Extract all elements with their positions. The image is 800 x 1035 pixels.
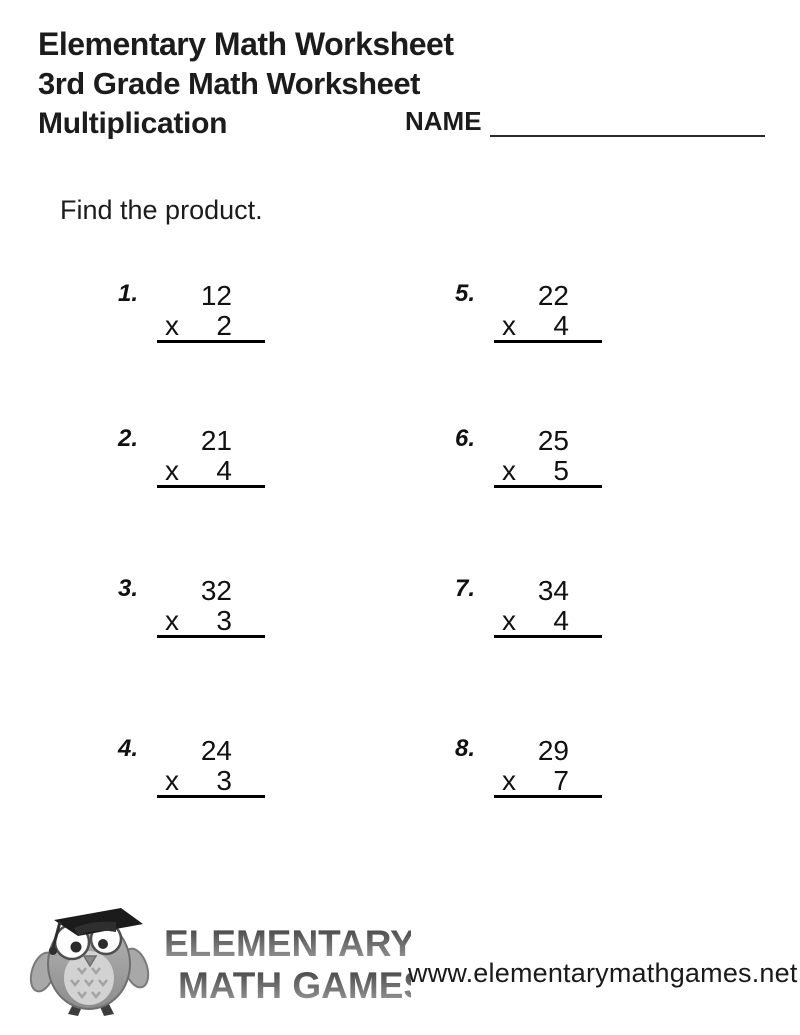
problem-number: 6.: [455, 425, 476, 452]
multiplier: 4: [553, 310, 569, 341]
multiplier: 7: [553, 765, 569, 796]
multiplier: 3: [216, 765, 232, 796]
multiply-operator: x: [502, 310, 516, 341]
multiplier-row: [157, 310, 265, 343]
problem-work-area: [157, 424, 265, 488]
multiplier-row: [494, 455, 602, 488]
problem-number: 1.: [118, 280, 139, 307]
name-field: [405, 106, 765, 137]
multiply-operator: x: [502, 605, 516, 636]
multiplier: 5: [553, 455, 569, 486]
problem-work-area: [494, 574, 602, 638]
multiplicand: 21: [200, 425, 232, 456]
problem-work-area: [494, 279, 602, 343]
problem-number: 5.: [455, 280, 476, 307]
multiplicand: 24: [200, 735, 232, 766]
logo-text-line2: MATH GAMES: [178, 965, 411, 1006]
problem-4: [118, 734, 265, 798]
problem-6: [455, 424, 602, 488]
multiplier: 4: [553, 605, 569, 636]
multiply-operator: x: [502, 765, 516, 796]
multiply-operator: x: [165, 605, 179, 636]
problem-number: 7.: [455, 575, 476, 602]
multiplier: 4: [216, 455, 232, 486]
site-logo: [26, 906, 411, 1023]
problem-2: [118, 424, 265, 488]
multiplicand: 25: [537, 425, 569, 456]
worksheet-subtitle: 3rd Grade Math Worksheet: [38, 66, 420, 101]
multiplicand: 32: [200, 575, 232, 606]
name-label: NAME: [405, 106, 482, 136]
multiplicand: 12: [200, 280, 232, 311]
problem-work-area: [157, 734, 265, 798]
multiplier-row: [494, 605, 602, 638]
problem-number: 8.: [455, 735, 476, 762]
problem-8: [455, 734, 602, 798]
website-url: www.elementarymathgames.net: [408, 958, 798, 988]
multiplicand: 34: [537, 575, 569, 606]
problem-work-area: [157, 574, 265, 638]
multiply-operator: x: [502, 455, 516, 486]
multiplicand: 29: [537, 735, 569, 766]
owl-graduate-icon: [26, 908, 152, 1016]
problem-1: [118, 279, 265, 343]
multiplier: 3: [216, 605, 232, 636]
multiply-operator: x: [165, 455, 179, 486]
logo-text-line1: ELEMENTARY: [164, 923, 411, 964]
problem-number: 4.: [118, 735, 139, 762]
multiplier-row: [157, 765, 265, 798]
problem-work-area: [494, 424, 602, 488]
multiplier-row: [157, 455, 265, 488]
problem-number: 2.: [118, 425, 139, 452]
multiplier: 2: [216, 310, 232, 341]
problem-work-area: [494, 734, 602, 798]
problem-work-area: [157, 279, 265, 343]
worksheet-topic: Multiplication: [38, 107, 228, 140]
multiplier-row: [157, 605, 265, 638]
multiply-operator: x: [165, 310, 179, 341]
multiply-operator: x: [165, 765, 179, 796]
worksheet-title: Elementary Math Worksheet: [38, 26, 454, 62]
instruction-text: Find the product.: [60, 195, 263, 225]
name-blank-line: [490, 107, 765, 137]
multiplier-row: [494, 765, 602, 798]
header: [38, 24, 453, 144]
problem-3: [118, 574, 265, 638]
problem-5: [455, 279, 602, 343]
multiplicand: 22: [537, 280, 569, 311]
multiplier-row: [494, 310, 602, 343]
problem-7: [455, 574, 602, 638]
problem-number: 3.: [118, 575, 139, 602]
